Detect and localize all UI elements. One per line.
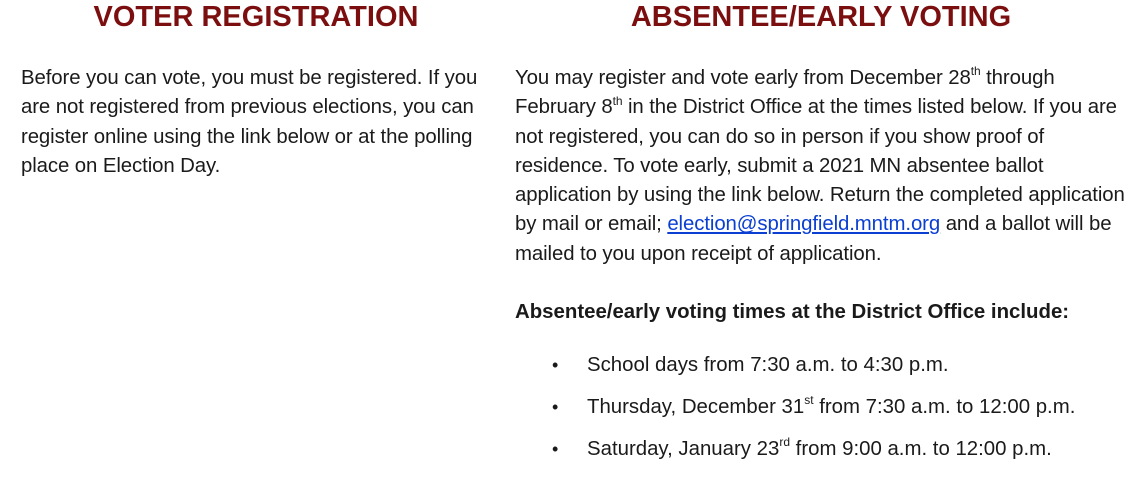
bullet-icon: • [552,438,559,459]
voting-times-list [515,351,1127,464]
intro-text-1: You may register and vote early from December 28 [515,67,971,89]
voting-time-item [515,435,1127,464]
intro-sup-2: th [612,93,623,108]
voter-registration-heading: VOTER REGISTRATION [93,1,419,33]
voting-time-text: School days from 7:30 a.m. to 4:30 p.m. [587,354,949,377]
intro-sup-1: th [970,64,981,79]
bullet-icon: • [552,397,559,418]
election-email-link[interactable]: election@springfield.mntm.org [667,213,941,236]
voter-registration-section [21,0,491,181]
voting-time-item [515,351,1127,380]
absentee-intro-paragraph [515,64,1127,269]
absentee-voting-heading: ABSENTEE/EARLY VOTING [630,1,1012,33]
voting-time-text: Saturday, January 23 [587,437,780,460]
voting-time-sup: st [804,393,814,408]
voting-times-heading: Absentee/early voting times at the District Office include: [515,301,1070,324]
intro-text-2: through February 8 [515,67,1055,119]
voting-time-text: Thursday, December 31 [587,396,805,419]
voter-registration-body: Before you can vote, you must be registered. If you are not registered from previous elections, you can register online using the link below or at the polling place on Election Day. [21,67,478,177]
absentee-voting-section [515,0,1127,477]
bullet-icon: • [552,355,559,376]
voting-time-item [515,393,1127,422]
voting-time-sup: rd [779,435,790,450]
intro-text-4: and a ballot will be mailed to you upon receipt of application. [515,213,1112,265]
voting-time-text-post: from 7:30 a.m. to 12:00 p.m. [813,396,1076,419]
intro-text-3: in the District Office at the times listed below. If you are not registered, you can do so in person if you show proof of residence. To vote early, submit a 2021 MN absentee ballot application by using the link below. Return the completed application by mail or email; [515,96,1125,236]
voting-time-text-post: from 9:00 a.m. to 12:00 p.m. [790,437,1052,460]
